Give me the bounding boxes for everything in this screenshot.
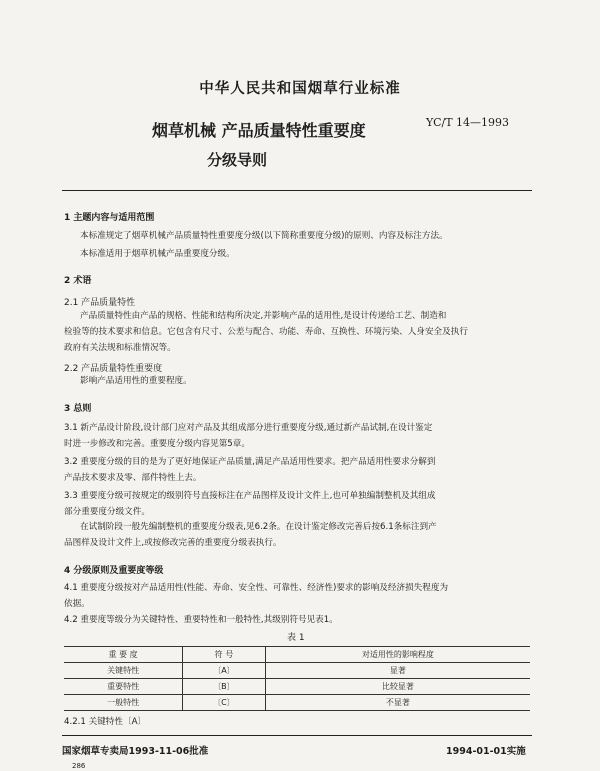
section-3-heading: 3 总则 xyxy=(64,404,92,414)
section-3-3-line-3: 在试制阶段一般先编制整机的重要度分级表,见6.2条。在设计鉴定修改完善后按6.1条标注到产 xyxy=(80,522,437,532)
footer-divider xyxy=(62,735,532,736)
section-3-2-line-1: 3.2 重要度分级的目的是为了更好地保证产品质量,满足产品适用性要求。把产品适用性要求分解到 xyxy=(64,457,436,467)
page-number: 286 xyxy=(72,762,86,770)
section-2-1-line-3: 政府有关法规和标准情况等。 xyxy=(64,343,176,353)
issuing-organization: 中华人民共和国烟草行业标准 xyxy=(199,81,401,97)
section-2-2-heading: 2.2 产品质量特性重要度 xyxy=(64,364,163,374)
section-2-1-heading: 2.1 产品质量特性 xyxy=(64,298,136,308)
section-4-1-line-2: 依据。 xyxy=(64,599,90,609)
table-1-caption: 表 1 xyxy=(287,633,305,643)
column-header-symbol: 符 号 xyxy=(183,647,266,663)
table-row xyxy=(64,695,530,711)
section-3-1-line-2: 时进一步修改和完善。重要度分级内容见第5章。 xyxy=(64,439,250,449)
table-cell: 〔C〕 xyxy=(183,695,266,711)
importance-levels-table xyxy=(64,646,530,711)
header-divider xyxy=(62,190,532,191)
section-1-paragraph-2: 本标准适用于烟草机械产品重要度分级。 xyxy=(80,249,235,259)
document-title-line2: 分级导则 xyxy=(207,151,268,169)
section-4-heading: 4 分级原则及重要度等级 xyxy=(64,566,164,576)
column-header-importance: 重 要 度 xyxy=(64,647,183,663)
section-3-3-line-1: 3.3 重要度分级可按规定的级别符号直接标注在产品图样及设计文件上,也可单独编制整机及其组成 xyxy=(64,491,436,501)
table-cell: 〔A〕 xyxy=(183,663,266,679)
section-3-3-line-2: 部分重要度分级文件。 xyxy=(64,507,150,517)
section-4-2-line-1: 4.2 重要度等级分为关键特性、重要特性和一般特性,其级别符号见表1。 xyxy=(64,615,338,625)
table-cell: 〔B〕 xyxy=(183,679,266,695)
table-row xyxy=(64,663,530,679)
section-2-heading: 2 术语 xyxy=(64,276,92,286)
section-4-2-1-heading: 4.2.1 关键特性〔A〕 xyxy=(64,717,147,727)
document-title-line1: 烟草机械 产品质量特性重要度 xyxy=(152,121,366,140)
section-3-2-line-2: 产品技术要求及零、部件特性上去。 xyxy=(64,473,202,483)
table-cell: 显著 xyxy=(265,663,530,679)
standard-number: YC/T 14—1993 xyxy=(426,116,510,129)
section-4-1-line-1: 4.1 重要度分级按对产品适用性(性能、寿命、安全性、可靠性、经济性)要求的影响及经济损失程度为 xyxy=(64,583,449,593)
implementation-date: 1994-01-01实施 xyxy=(446,746,526,757)
section-1-paragraph-1: 本标准规定了烟草机械产品质量特性重要度分级(以下简称重要度分级)的原则、内容及标注方法。 xyxy=(80,231,448,241)
table-cell: 比较显著 xyxy=(265,679,530,695)
column-header-impact: 对适用性的影响程度 xyxy=(265,647,530,663)
table-cell: 重要特性 xyxy=(64,679,183,695)
section-3-1-line-1: 3.1 新产品设计阶段,设计部门应对产品及其组成部分进行重要度分级,通过新产品试制,在设计鉴定 xyxy=(64,423,433,433)
table-cell: 关键特性 xyxy=(64,663,183,679)
table-row xyxy=(64,679,530,695)
section-2-1-line-1: 产品质量特性由产品的规格、性能和结构所决定,并影响产品的适用性,是设计传递给工艺、制造和 xyxy=(80,311,447,321)
approval-date: 国家烟草专卖局1993-11-06批准 xyxy=(62,746,209,757)
section-2-1-line-2: 检验等的技术要求和信息。它包含有尺寸、公差与配合、功能、寿命、互换性、环境污染、人身安全及执行 xyxy=(64,327,468,337)
section-1-heading: 1 主题内容与适用范围 xyxy=(64,213,155,223)
section-2-2-line-1: 影响产品适用性的重要程度。 xyxy=(80,376,192,386)
table-cell: 不显著 xyxy=(265,695,530,711)
section-3-3-line-4: 品图样及设计文件上,或按修改完善的重要度分级表执行。 xyxy=(64,538,282,548)
table-cell: 一般特性 xyxy=(64,695,183,711)
table-header-row xyxy=(64,647,530,663)
